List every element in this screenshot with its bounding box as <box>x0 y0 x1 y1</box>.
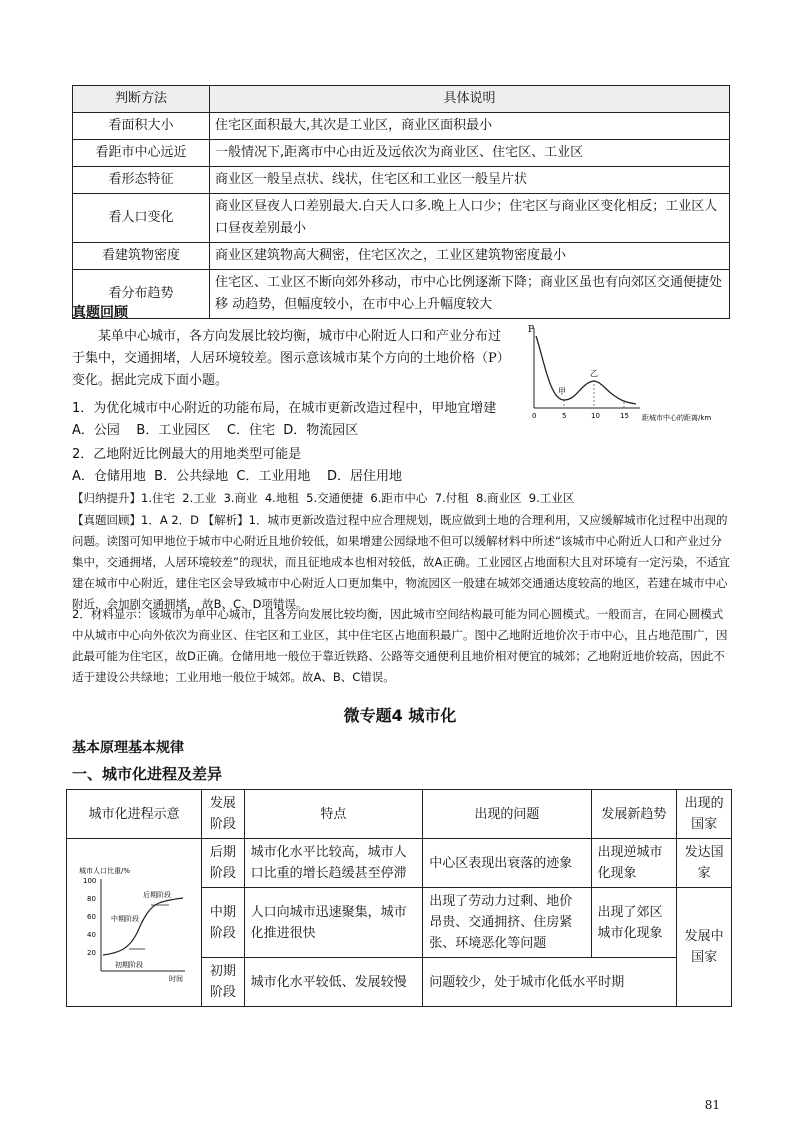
stage-cell: 初期阶段 <box>202 958 244 1007</box>
features-cell: 人口向城市迅速聚集，城市化推进很快 <box>244 888 423 958</box>
problems-cell: 问题较少，处于城市化低水平时期 <box>423 958 677 1007</box>
price-curve <box>536 336 636 404</box>
question-2: 2．乙地附近比例最大的用地类型可能是 <box>72 447 302 462</box>
table-row <box>73 194 730 243</box>
y-tick-label: 100 <box>83 876 97 885</box>
review-intro: 某单中心城市，各方向发展比较均衡，城市中心附近人口和产业分布过于集中，交通拥堵，人居环境较差。图示意该城市某个方向的土地价格（P）变化。据此完成下面小题。 <box>72 329 510 388</box>
table-row <box>73 243 730 270</box>
x-tick-label: 15 <box>620 412 629 420</box>
table-row <box>73 270 730 319</box>
table-header: 发展新趋势 <box>591 790 677 839</box>
table-row <box>67 839 732 888</box>
urbanization-table <box>66 789 732 1007</box>
urbanization-curve <box>103 898 183 955</box>
y-tick-label: 80 <box>87 894 97 903</box>
page-number: 81 <box>704 1098 720 1112</box>
problems-cell: 出现了劳动力过剩、地价昂贵、交通拥挤、住房紧张、环境恶化等问题 <box>423 888 591 958</box>
y-tick-label: 40 <box>87 930 97 939</box>
table-row <box>73 167 730 194</box>
stage-label: 后期阶段 <box>143 890 172 899</box>
x-axis-label: 距城市中心的距离/km <box>642 414 712 422</box>
features-cell: 城市化水平比较高，城市人口比重的增长趋缓甚至停滞 <box>244 839 423 888</box>
countries-cell: 发展中国家 <box>677 888 732 1007</box>
features-cell: 城市化水平较低、发展较慢 <box>244 958 423 1007</box>
method-cell: 看建筑物密度 <box>73 243 210 270</box>
desc-cell: 商业区建筑物高大稠密，住宅区次之，工业区建筑物密度最小 <box>210 243 730 270</box>
summary-line: 【归纳提升】1.住宅 2.工业 3.商业 4.地租 5.交通便捷 6.距市中心 7.付租 8.商业区 9.工业区 <box>72 491 575 505</box>
question-1-options: A．公园 B．工业园区 C．住宅 D．物流园区 <box>72 423 359 438</box>
subsection-heading: 一、城市化进程及差异 <box>72 765 223 783</box>
method-cell: 看形态特征 <box>73 167 210 194</box>
method-cell: 看人口变化 <box>73 194 210 243</box>
review-heading: 真题回顾 <box>72 305 128 321</box>
table-header: 特点 <box>244 790 423 839</box>
desc-cell: 住宅区、工业区不断向郊外移动，市中心比例逐渐下降；商业区虽也有向郊区交通便捷处移 动趋势，但幅度较小，在市中心上升幅度较大 <box>210 270 730 319</box>
desc-cell: 一般情况下,距离市中心由近及远依次为商业区、住宅区、工业区 <box>210 140 730 167</box>
trend-cell: 出现逆城市化现象 <box>591 839 677 888</box>
answer-2: 2．材料显示：该城市为单中心城市，且各方向发展比较均衡，因此城市空间结构最可能为同心圆模式。一般而言，在同心圆模式中从城市中心向外依次为商业区、住宅区和工业区，其中住宅区占地面积最广。图中乙地附近地价次于市中心，且占地范围广，因此最可能为住宅区，故D正确。仓储用地一般位于靠近铁路、公路等交通便利且地价相对便宜的城郊；乙地附近地价较高，因此不适于建设公共绿地；工业用地一般位于城郊。故A、B、C错误。 <box>72 607 728 684</box>
question-1: 1．为优化城市中心附近的功能布局，在城市更新改造过程中，甲地宜增建 <box>72 401 497 416</box>
answer-1: 【真题回顾】1．A 2．D 【解析】1．城市更新改造过程中应合理规划，既应做到土地的合理利用，又应缓解城市化过程中出现的问题。读图可知甲地位于城市中心附近且地价较低，如果增建公园绿地不但可以缓解材料中所述“该城市中心附近人口和产业过分集中，交通拥堵，人居环境较差”的现状，而且征地成本也相对较低，故A正确。工业园区占地面积大且对环境有一定污染，不适宜建在城市中心附近，建住宅区会导致城市中心附近人口更加集中，物流园区一般建在城郊交通通达度较高的地区，若建在城市中心附近，会加剧交通拥堵， 故B、C、D项错误。 <box>72 513 730 611</box>
trend-cell: 出现了郊区城市化现象 <box>591 888 677 958</box>
desc-cell: 商业区昼夜人口差别最大.白天人口多.晚上人口少；住宅区与商业区变化相反；工业区人口昼夜差别最小 <box>210 194 730 243</box>
judgement-method-table <box>72 85 730 319</box>
land-price-figure <box>520 320 730 430</box>
subsection-heading: 基本原理基本规律 <box>72 740 184 756</box>
y-tick-label: 20 <box>87 948 97 957</box>
desc-cell: 商业区一般呈点状、线状，住宅区和工业区一般呈片状 <box>210 167 730 194</box>
section-title: 微专题4 城市化 <box>343 706 457 725</box>
table-row <box>73 113 730 140</box>
method-cell: 看面积大小 <box>73 113 210 140</box>
y-axis-label: P <box>528 325 535 335</box>
stage-cell: 中期阶段 <box>202 888 244 958</box>
table-header: 出现的国家 <box>677 790 732 839</box>
point-label-yi: 乙 <box>590 369 598 378</box>
table-header-row <box>67 790 732 839</box>
stage-label: 初期阶段 <box>115 960 144 969</box>
point-label-jia: 甲 <box>558 387 566 396</box>
stage-cell: 后期阶段 <box>202 839 244 888</box>
table-row <box>73 140 730 167</box>
table-header: 城市化进程示意 <box>67 790 202 839</box>
table-header: 发展阶段 <box>202 790 244 839</box>
urbanization-curve-figure <box>79 863 189 983</box>
y-tick-label: 60 <box>87 912 97 921</box>
table-header: 判断方法 <box>73 86 210 113</box>
x-tick-label: 5 <box>562 412 567 420</box>
desc-cell: 住宅区面积最大,其次是工业区，商业区面积最小 <box>210 113 730 140</box>
countries-cell: 发达国家 <box>677 839 732 888</box>
table-header: 具体说明 <box>210 86 730 113</box>
diagram-cell <box>67 839 202 1007</box>
x-tick-label: 10 <box>591 412 600 420</box>
table-header: 出现的问题 <box>423 790 591 839</box>
table-header-row <box>73 86 730 113</box>
x-axis-label: 时间 <box>169 974 184 983</box>
method-cell: 看距市中心远近 <box>73 140 210 167</box>
y-axis-label: 城市人口比重/% <box>79 866 131 875</box>
question-2-options: A．仓储用地 B．公共绿地 C．工业用地 D．居住用地 <box>72 469 402 484</box>
x-tick-label: 0 <box>532 412 537 420</box>
stage-label: 中期阶段 <box>111 914 140 923</box>
problems-cell: 中心区表现出衰落的迹象 <box>423 839 591 888</box>
method-cell: 看分布趋势 <box>73 270 210 319</box>
